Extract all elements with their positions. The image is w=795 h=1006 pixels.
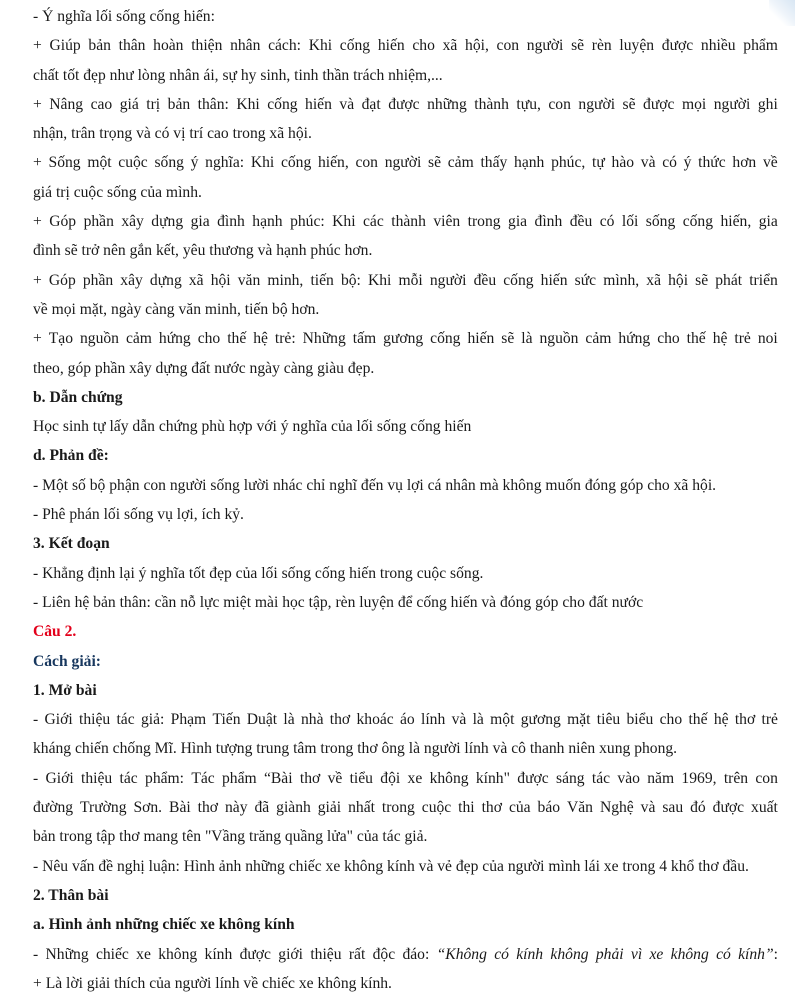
word: - — [33, 711, 39, 729]
text-line — [33, 324, 778, 353]
word: Văn — [567, 799, 593, 817]
word: mặt — [567, 711, 591, 729]
text-line: a. Hình ảnh những chiếc xe không kính — [33, 916, 295, 934]
word: xe — [407, 769, 423, 787]
word: Nâng — [49, 95, 84, 113]
word: trong — [381, 799, 415, 817]
word: cống — [503, 271, 534, 289]
word: cho — [197, 330, 221, 348]
word: thế — [686, 330, 706, 348]
word: văn — [237, 271, 261, 289]
word: con — [355, 154, 378, 172]
word: sức — [574, 271, 597, 289]
word: bản — [88, 37, 111, 55]
word: vào — [617, 769, 640, 787]
word: dựng — [149, 271, 182, 289]
word: và — [451, 711, 467, 729]
word: đội — [380, 769, 401, 787]
word: Giúp — [49, 37, 81, 55]
word: tiến — [310, 271, 334, 289]
word: nhiều — [700, 37, 736, 55]
word: xây — [120, 271, 143, 289]
word: phát — [715, 271, 743, 289]
word: tự — [592, 154, 605, 172]
word: 1969, — [681, 769, 717, 787]
word: cho — [659, 711, 683, 729]
word: cuộc — [118, 154, 148, 172]
word: tựu, — [516, 95, 541, 113]
word: người — [429, 271, 467, 289]
word: rèn — [591, 37, 612, 55]
word: và — [339, 95, 355, 113]
word: giá — [119, 95, 139, 113]
word: + — [33, 95, 42, 113]
word: gia — [508, 213, 528, 231]
word: là — [521, 330, 533, 348]
text-line: - Khẳng định lại ý nghĩa tốt đẹp của lối sống cống hiến trong cuộc sống. — [33, 564, 484, 582]
word: ghi — [757, 95, 778, 113]
word: hạnh — [514, 154, 545, 172]
word: phẩm — [743, 37, 778, 55]
word: hiến, — [318, 154, 349, 172]
word: phẩm: — [145, 769, 184, 787]
word: được — [388, 95, 420, 113]
word: tiêu — [596, 711, 621, 729]
word: con — [755, 769, 778, 787]
word: con — [548, 95, 571, 113]
word: hiến — [305, 95, 332, 113]
word: trẻ: — [274, 330, 296, 348]
word: con — [496, 37, 520, 55]
word: dựng — [151, 213, 184, 231]
text-line: Câu 2. — [33, 623, 77, 641]
quote-text: “Không có kính không phải vì xe không có kính” — [436, 945, 774, 963]
word: đạt — [361, 95, 381, 113]
word: cho — [657, 330, 680, 348]
word: thơ — [299, 769, 321, 787]
word: Giới — [44, 711, 73, 729]
word: minh, — [267, 271, 304, 289]
word: thành — [391, 213, 426, 231]
word: ý — [683, 154, 692, 172]
word: Khi — [308, 37, 333, 55]
word: hứng — [158, 330, 191, 348]
text-line: - Phê phán lối sống vụ lợi, ích kỷ. — [33, 506, 244, 524]
word: giả: — [140, 711, 165, 729]
word: đều — [569, 213, 593, 231]
word: hào — [611, 154, 635, 172]
word: gia — [190, 213, 210, 231]
word: hội — [668, 271, 689, 289]
word: thiệu — [81, 769, 113, 787]
text-line: nhận, trân trọng và có vị trí cao trong xã hội. — [33, 125, 312, 143]
word: hệ — [712, 330, 728, 348]
word: Giới — [45, 769, 74, 787]
word: + — [33, 37, 42, 55]
word: về — [327, 769, 343, 787]
word: ý — [190, 154, 199, 172]
word: thấy — [480, 154, 508, 172]
word: Khi — [250, 154, 275, 172]
word: nhà — [300, 711, 324, 729]
word: hiến — [377, 37, 405, 55]
word: Tác — [191, 769, 215, 787]
word: biểu — [626, 711, 654, 729]
word: nhất — [348, 799, 375, 817]
word: trị — [146, 95, 161, 113]
word: trẻ — [734, 330, 751, 348]
word: cuộc — [421, 799, 452, 817]
word: gương — [520, 711, 561, 729]
word: này — [225, 799, 248, 817]
word: trong — [467, 213, 501, 231]
word: bộ: — [340, 271, 361, 289]
word: đều — [473, 271, 497, 289]
word: phẩm — [222, 769, 257, 787]
word: mỗi — [398, 271, 423, 289]
word: người — [526, 37, 564, 55]
word: cống — [280, 154, 312, 172]
word: + — [33, 213, 42, 231]
text-span: : — [773, 945, 778, 963]
text-line — [33, 207, 778, 236]
word: Tiến — [212, 711, 241, 729]
word: xã — [646, 271, 661, 289]
word: thơ — [329, 711, 351, 729]
word: thơ — [734, 711, 756, 729]
word: hiến, — [720, 213, 752, 231]
word: Khi — [332, 213, 356, 231]
word: một — [490, 711, 515, 729]
word: - — [33, 769, 39, 787]
text-line — [33, 705, 778, 734]
text-line — [33, 90, 778, 119]
word: “Bài — [263, 769, 293, 787]
word: hiến — [467, 330, 495, 348]
text-line — [33, 148, 778, 177]
text-line: 1. Mở bài — [33, 681, 97, 699]
word: đó — [690, 799, 706, 817]
word: nhân — [230, 37, 261, 55]
word: tiểu — [349, 769, 373, 787]
word: người — [384, 154, 422, 172]
word: thơ — [481, 799, 502, 817]
word: không — [429, 769, 469, 787]
word: + — [33, 330, 42, 348]
text-line: đình sẽ trở nên gắn kết, yêu thương và hạnh phúc hơn. — [33, 242, 373, 260]
word: hệ — [253, 330, 268, 348]
word: của — [508, 799, 531, 817]
word: sống — [645, 213, 676, 231]
text-line: về mọi mặt, ngày càng văn minh, tiến bộ hơn. — [33, 300, 320, 318]
word: và — [640, 799, 656, 817]
word: những — [427, 95, 467, 113]
word: sẽ — [501, 330, 515, 348]
word: hơn — [732, 154, 757, 172]
word: cống — [682, 213, 714, 231]
word: cách: — [268, 37, 301, 55]
text-line: bản trong tập thơ mang tên "Vầng trăng quầng lửa" của tác giả. — [33, 828, 428, 846]
word: trẻ — [761, 711, 778, 729]
word: hoàn — [153, 37, 184, 55]
word: nguồn — [79, 330, 119, 348]
text-line: 2. Thân bài — [33, 886, 109, 904]
word: xã — [442, 37, 458, 55]
text-line — [33, 764, 778, 793]
word: thế — [227, 330, 247, 348]
word: thức — [698, 154, 726, 172]
word: hội, — [465, 37, 489, 55]
word: Khi — [236, 95, 260, 113]
word: người — [713, 95, 751, 113]
word: đường — [33, 799, 74, 817]
word: được — [517, 769, 549, 787]
word: cảm — [585, 330, 612, 348]
word: Khi — [368, 271, 392, 289]
word: luyện — [619, 37, 655, 55]
word: các — [363, 213, 384, 231]
word: sẽ — [695, 271, 709, 289]
text-line — [33, 266, 778, 295]
word: hệ — [713, 711, 729, 729]
word: xuất — [751, 799, 778, 817]
word: mọi — [681, 95, 707, 113]
text-span: - Những chiếc xe không kính được giới thiệu rất độc đáo: — [33, 945, 437, 963]
word: mình, — [603, 271, 640, 289]
word: có — [662, 154, 677, 172]
word: nghĩa: — [205, 154, 245, 172]
word: đình — [534, 213, 563, 231]
text-line: d. Phản đề: — [33, 447, 109, 465]
word: và — [640, 154, 656, 172]
word: là — [472, 711, 484, 729]
word: thành — [474, 95, 509, 113]
word: Phạm — [170, 711, 207, 729]
word: báo — [537, 799, 561, 817]
text-line — [33, 793, 778, 822]
word: hiến — [540, 271, 568, 289]
word: lính — [421, 711, 446, 729]
word: hội — [210, 271, 231, 289]
word: + — [33, 271, 42, 289]
text-line: - Nêu vấn đề nghị luận: Hình ảnh những chiếc xe không kính và vẻ đẹp của người mình lái xe trong 4 khổ thơ đầu. — [33, 857, 749, 875]
word: khoác — [356, 711, 394, 729]
word: bản — [167, 95, 191, 113]
word: là — [283, 711, 295, 729]
word: thi — [458, 799, 475, 817]
text-line: + Là lời giải thích của người lính về chiếc xe không kính. — [33, 974, 392, 992]
word: xã — [188, 271, 204, 289]
word: lối — [621, 213, 639, 231]
word: người — [578, 95, 616, 113]
word: áo — [400, 711, 415, 729]
word: Duật — [246, 711, 278, 729]
text-line: chất tốt đẹp như lòng nhân ái, sự hy sinh, tinh thần trách nhiệm,... — [33, 66, 443, 84]
word: cống — [267, 95, 298, 113]
word: sau — [662, 799, 684, 817]
text-line: giá trị cuộc sống của mình. — [33, 183, 202, 201]
word: viên — [433, 213, 461, 231]
word: đình — [217, 213, 245, 231]
word: gương — [383, 330, 424, 348]
word: cống — [430, 330, 461, 348]
word: có — [599, 213, 615, 231]
word: hứng — [618, 330, 651, 348]
word: giành — [276, 799, 311, 817]
word: Góp — [49, 213, 77, 231]
word: năm — [647, 769, 675, 787]
word: cống — [339, 37, 371, 55]
word: một — [87, 154, 112, 172]
text-line — [33, 940, 778, 969]
text-line: - Một số bộ phận con người sống lười nhác chỉ nghĩ đến vụ lợi cá nhân mà không muốn đóng góp cho xã hội. — [33, 476, 717, 494]
word: thân: — [197, 95, 229, 113]
word: được — [712, 799, 745, 817]
word: thơ — [197, 799, 219, 817]
text-line — [33, 31, 778, 60]
word: phần — [82, 271, 114, 289]
word: Sơn. — [133, 799, 163, 817]
word: noi — [757, 330, 778, 348]
word: gia — [758, 213, 778, 231]
word: cảm — [447, 154, 474, 172]
word: giải — [317, 799, 342, 817]
word: + — [33, 154, 42, 172]
word: thiện — [191, 37, 223, 55]
word: được — [661, 37, 694, 55]
word: cho — [412, 37, 435, 55]
word: trên — [723, 769, 749, 787]
word: phần — [83, 213, 114, 231]
word: sẽ — [622, 95, 636, 113]
word: sẽ — [428, 154, 442, 172]
word: Trường — [80, 799, 127, 817]
document-page — [33, 2, 778, 998]
word: sẽ — [571, 37, 585, 55]
word: thế — [688, 711, 708, 729]
word: thiệu — [78, 711, 111, 729]
word: Tạo — [48, 330, 74, 348]
word: Những — [302, 330, 346, 348]
word: cao — [90, 95, 113, 113]
word: về — [762, 154, 778, 172]
word: kính" — [475, 769, 510, 787]
word: phúc, — [551, 154, 586, 172]
word: Sống — [48, 154, 81, 172]
word: sáng — [556, 769, 585, 787]
text-line: theo, góp phần xây dựng đất nước ngày càng giàu đẹp. — [33, 359, 375, 377]
word: tác — [119, 769, 138, 787]
word: Bài — [169, 799, 191, 817]
text-line: 3. Kết đoạn — [33, 535, 110, 553]
text-line: - Ý nghĩa lối sống cống hiến: — [33, 8, 215, 25]
word: cảm — [125, 330, 152, 348]
word: tác — [116, 711, 135, 729]
word: hạnh — [252, 213, 283, 231]
word: tấm — [352, 330, 377, 348]
text-line: b. Dẫn chứng — [33, 388, 123, 406]
word: sống — [154, 154, 184, 172]
text-line: Học sinh tự lấy dẫn chứng phù hợp với ý nghĩa của lối sống cống hiến — [33, 418, 472, 436]
text-line: - Liên hệ bản thân: cần nỗ lực miệt mài học tập, rèn luyện để cống hiến và đóng góp cho đất nước — [33, 593, 644, 611]
word: phúc: — [290, 213, 325, 231]
word: triển — [749, 271, 778, 289]
word: được — [643, 95, 675, 113]
text-line: kháng chiến chống Mĩ. Hình tượng trung tâm trong thơ ông là người lính và cô thanh niên xung phong. — [33, 740, 678, 758]
word: đã — [254, 799, 270, 817]
text-line: Cách giải: — [33, 652, 102, 670]
word: tác — [591, 769, 611, 787]
word: xây — [121, 213, 144, 231]
word: nguồn — [539, 330, 579, 348]
word: thân — [118, 37, 146, 55]
word: Góp — [48, 271, 76, 289]
word: Nghệ — [599, 799, 634, 817]
